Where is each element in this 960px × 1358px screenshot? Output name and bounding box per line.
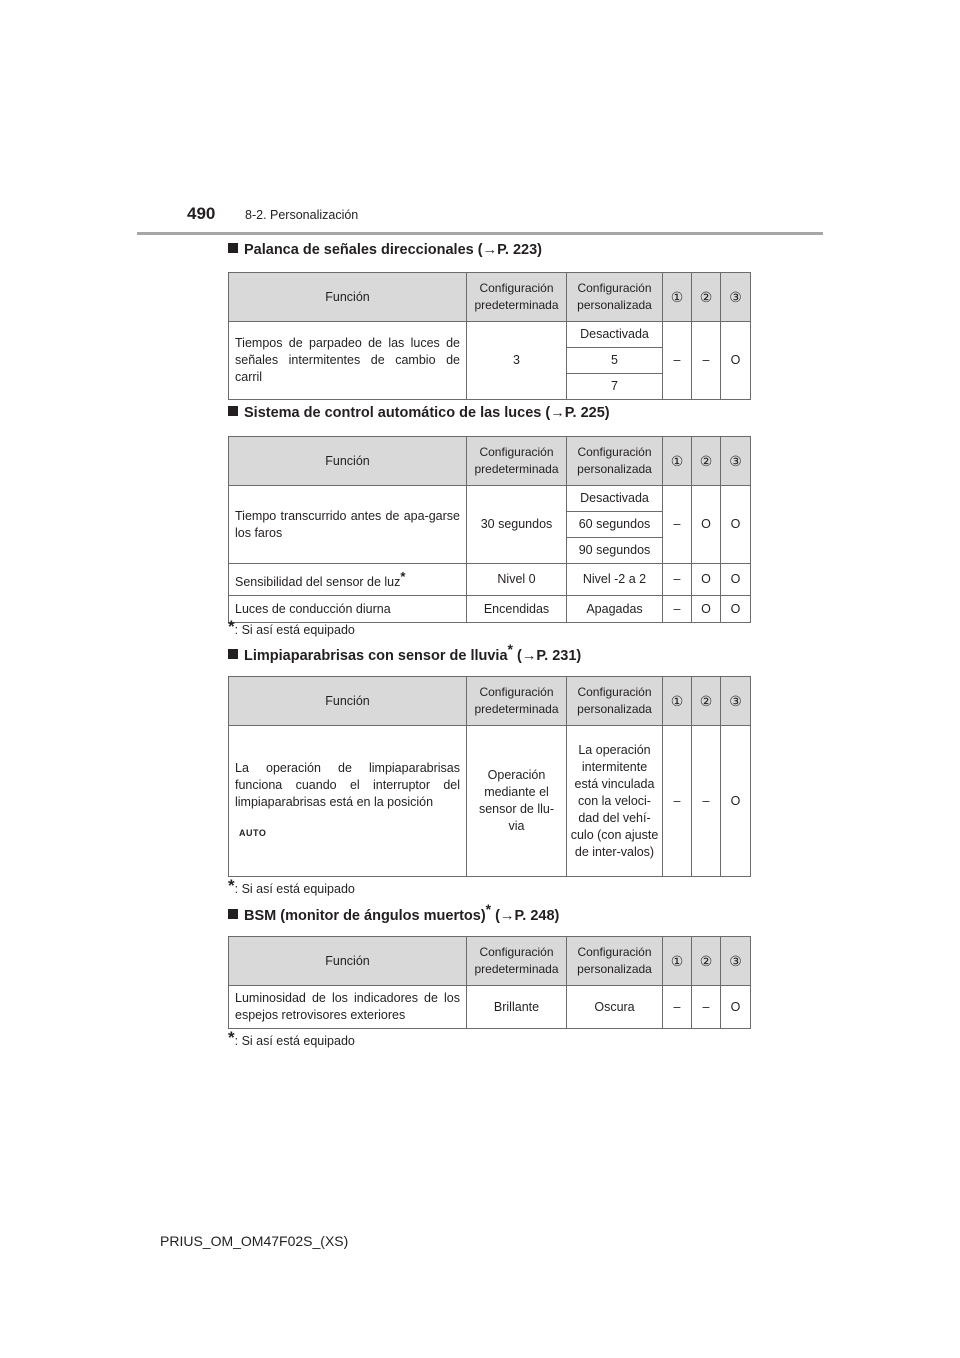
footnote: *: Si así está equipado bbox=[228, 1028, 355, 1048]
col-2: ② bbox=[692, 273, 721, 322]
page-number: 490 bbox=[187, 204, 216, 223]
mode2-cell: – bbox=[692, 986, 721, 1029]
default-cell: Brillante bbox=[467, 986, 567, 1029]
mode2-cell: O bbox=[692, 596, 721, 623]
footnote: *: Si así está equipado bbox=[228, 876, 355, 896]
option-cell: 7 bbox=[567, 374, 663, 400]
footnote: *: Si así está equipado bbox=[228, 617, 355, 637]
table-rain-sensor bbox=[228, 676, 751, 877]
mode2-cell: – bbox=[692, 726, 721, 877]
table-auto-lights bbox=[228, 436, 751, 623]
col-3: ③ bbox=[721, 677, 751, 726]
col-funcion: Función bbox=[229, 273, 467, 322]
custom-cell: Apagadas bbox=[567, 596, 663, 623]
table-header-row bbox=[229, 937, 751, 986]
auto-position-icon: AUTO bbox=[239, 828, 267, 838]
mode1-cell: – bbox=[663, 986, 692, 1029]
col-default: Configuración predeterminada bbox=[467, 937, 567, 986]
col-custom: Configuración personalizada bbox=[567, 937, 663, 986]
mode2-cell: O bbox=[692, 486, 721, 564]
table-bsm bbox=[228, 936, 751, 1029]
page-ref[interactable]: P. 223) bbox=[497, 242, 542, 258]
table-row bbox=[229, 564, 751, 596]
mode3-cell: O bbox=[721, 486, 751, 564]
col-default: Configuración predeterminada bbox=[467, 437, 567, 486]
mode1-cell: – bbox=[663, 726, 692, 877]
default-cell: Nivel 0 bbox=[467, 564, 567, 596]
custom-cell: Oscura bbox=[567, 986, 663, 1029]
option-cell: Desactivada bbox=[567, 486, 663, 512]
arrow-right-icon: → bbox=[550, 405, 565, 421]
function-cell: Luces de conducción diurna bbox=[229, 596, 467, 623]
mode1-cell: – bbox=[663, 322, 692, 400]
table-turn-signal bbox=[228, 272, 751, 400]
table-row bbox=[229, 986, 751, 1029]
table-row bbox=[229, 726, 751, 877]
mode2-cell: – bbox=[692, 322, 721, 400]
col-custom: Configuración personalizada bbox=[567, 437, 663, 486]
col-funcion: Función bbox=[229, 437, 467, 486]
col-2: ② bbox=[692, 937, 721, 986]
option-cell: 5 bbox=[567, 348, 663, 374]
page-ref[interactable]: P. 231) bbox=[536, 648, 582, 664]
default-cell: 30 segundos bbox=[467, 486, 567, 564]
mode3-cell: O bbox=[721, 564, 751, 596]
bullet-square-icon bbox=[228, 406, 238, 416]
header-rule bbox=[137, 232, 823, 235]
mode3-cell: O bbox=[721, 322, 751, 400]
table-header-row bbox=[229, 677, 751, 726]
page-ref[interactable]: P. 248) bbox=[514, 908, 560, 924]
col-default: Configuración predeterminada bbox=[467, 677, 567, 726]
table-header-row bbox=[229, 273, 751, 322]
bullet-square-icon bbox=[228, 649, 238, 659]
function-cell: Luminosidad de los indicadores de los espejos retrovisores exteriores bbox=[229, 986, 467, 1029]
col-custom: Configuración personalizada bbox=[567, 677, 663, 726]
bullet-square-icon bbox=[228, 243, 238, 253]
table-row bbox=[229, 486, 751, 512]
table-row bbox=[229, 322, 751, 348]
mode3-cell: O bbox=[721, 726, 751, 877]
bullet-square-icon bbox=[228, 909, 238, 919]
col-3: ③ bbox=[721, 437, 751, 486]
col-3: ③ bbox=[721, 937, 751, 986]
default-cell: 3 bbox=[467, 322, 567, 400]
col-1: ① bbox=[663, 437, 692, 486]
arrow-right-icon: → bbox=[482, 242, 498, 258]
section-title: 8-2. Personalización bbox=[245, 208, 359, 222]
default-cell: Operación mediante el sensor de llu-via bbox=[467, 726, 567, 877]
col-custom: Configuración personalizada bbox=[567, 273, 663, 322]
col-funcion: Función bbox=[229, 677, 467, 726]
table-header-row bbox=[229, 437, 751, 486]
option-cell: Desactivada bbox=[567, 322, 663, 348]
col-1: ① bbox=[663, 937, 692, 986]
function-cell: Tiempo transcurrido antes de apa-garse los faros bbox=[229, 486, 467, 564]
function-cell: Tiempos de parpadeo de las luces de señales intermitentes de cambio de carril bbox=[229, 322, 467, 400]
heading-bsm: BSM (monitor de ángulos muertos)* (→P. 248) bbox=[228, 908, 559, 924]
col-1: ① bbox=[663, 273, 692, 322]
default-cell: Encendidas bbox=[467, 596, 567, 623]
col-funcion: Función bbox=[229, 937, 467, 986]
mode3-cell: O bbox=[721, 986, 751, 1029]
function-cell: Sensibilidad del sensor de luz* bbox=[229, 564, 467, 596]
col-2: ② bbox=[692, 677, 721, 726]
arrow-right-icon: → bbox=[521, 648, 537, 664]
page-ref[interactable]: P. 225) bbox=[564, 405, 610, 421]
custom-cell: La operación intermitente está vinculada con la veloci-dad del vehí-culo (con ajuste de inter-valos) bbox=[567, 726, 663, 877]
heading-rain-sensor: Limpiaparabrisas con sensor de lluvia* (→P. 231) bbox=[228, 648, 581, 664]
col-2: ② bbox=[692, 437, 721, 486]
mode2-cell: O bbox=[692, 564, 721, 596]
option-cell: 60 segundos bbox=[567, 512, 663, 538]
mode1-cell: – bbox=[663, 564, 692, 596]
document-id-footer: PRIUS_OM_OM47F02S_(XS) bbox=[160, 1233, 349, 1249]
heading-auto-lights: Sistema de control automático de las luces (→P. 225) bbox=[228, 405, 610, 421]
col-3: ③ bbox=[721, 273, 751, 322]
mode1-cell: – bbox=[663, 596, 692, 623]
mode1-cell: – bbox=[663, 486, 692, 564]
option-cell: 90 segundos bbox=[567, 538, 663, 564]
table-row bbox=[229, 596, 751, 623]
custom-cell: Nivel -2 a 2 bbox=[567, 564, 663, 596]
col-default: Configuración predeterminada bbox=[467, 273, 567, 322]
function-cell: La operación de limpiaparabrisas funciona cuando el interruptor del limpiaparabrisas está en la posición AUTO bbox=[229, 726, 467, 877]
mode3-cell: O bbox=[721, 596, 751, 623]
heading-turn-signal: Palanca de señales direccionales (→P. 223) bbox=[228, 242, 542, 258]
col-1: ① bbox=[663, 677, 692, 726]
arrow-right-icon: → bbox=[499, 908, 515, 924]
